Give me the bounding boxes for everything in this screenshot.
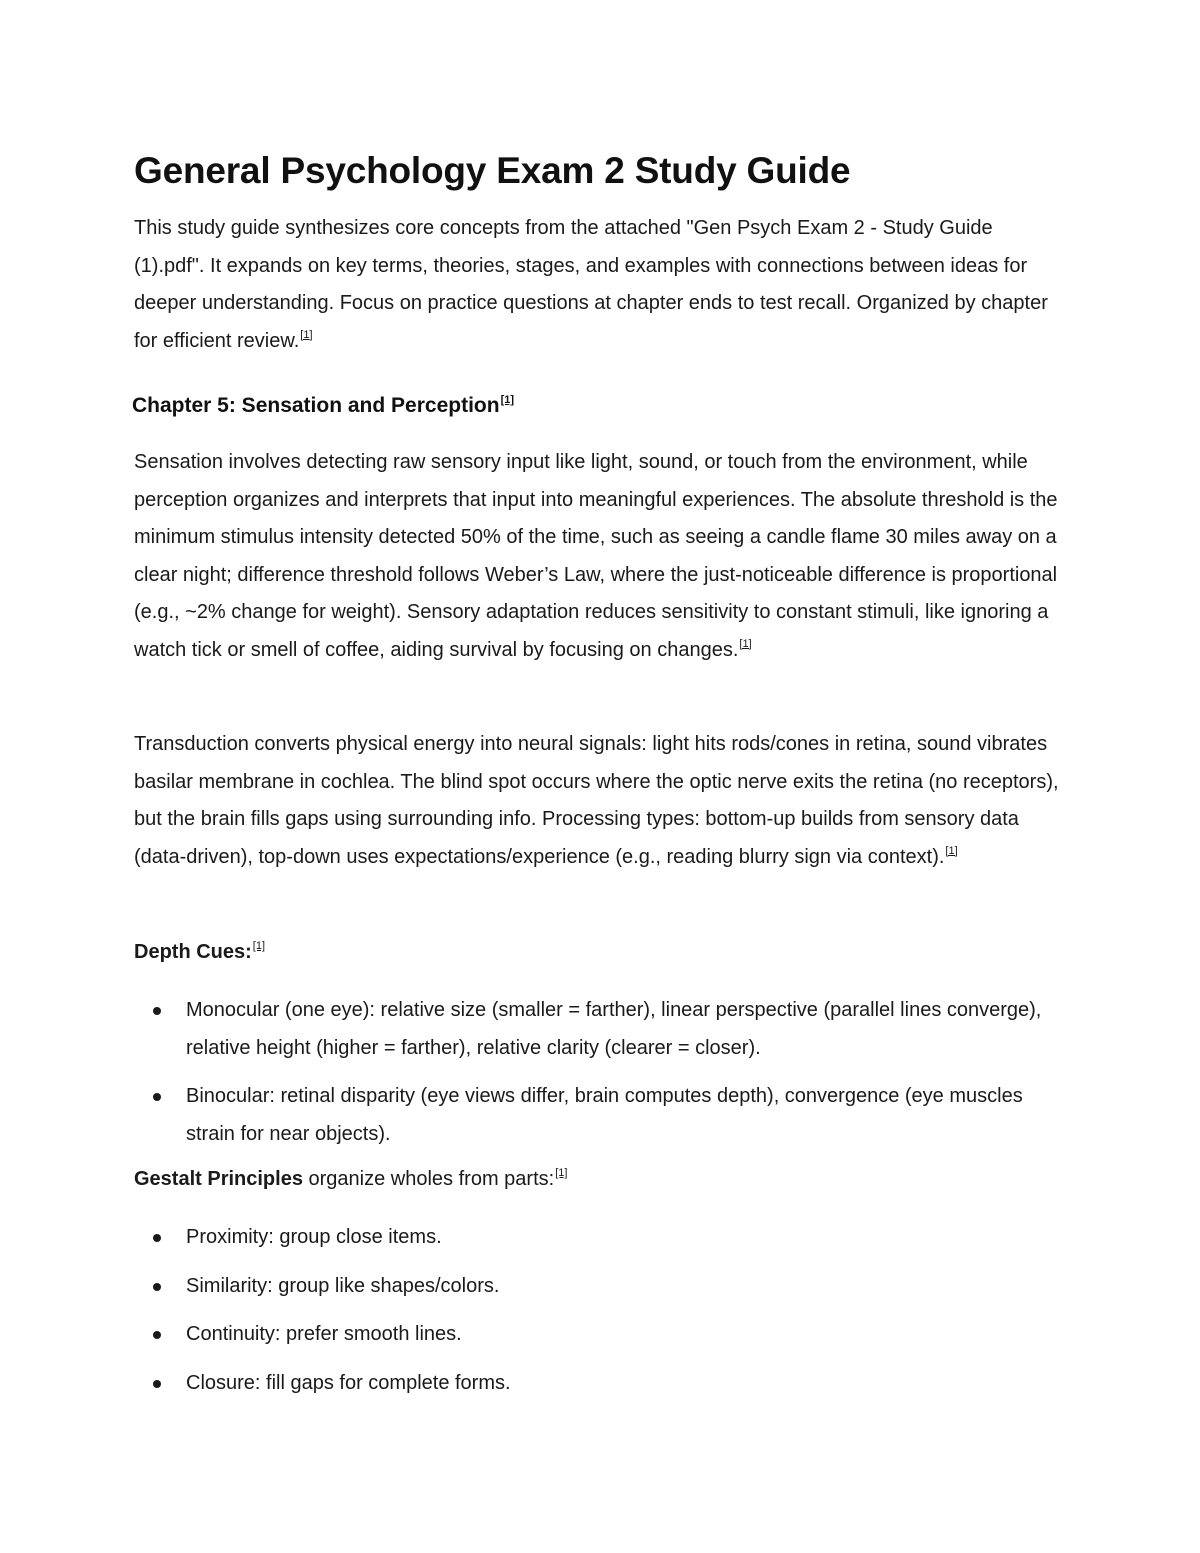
page-title: General Psychology Exam 2 Study Guide (134, 150, 851, 191)
citation-link[interactable]: [1] (252, 940, 266, 952)
bullet-icon (153, 1007, 161, 1015)
list-item (134, 1365, 1064, 1403)
list-item-text: Proximity: group close items. (186, 1226, 442, 1248)
list-item-text: Closure: fill gaps for complete forms. (186, 1371, 511, 1394)
transduction-text: Transduction converts physical energy into neural signals: light hits rods/cones in retina, sound vibrates basilar membrane in cochlea. The blind spot occurs where the optic nerve exits the retina (no receptors), but the brain fills gaps using surrounding info. Processing types: bottom-up builds from sensory data (data-driven), top-down uses expectations/experience (e.g., reading blurry sign via context). (134, 733, 1059, 868)
citation-link[interactable]: [1] (945, 844, 958, 857)
depth-cues-label-text: Depth Cues: (134, 941, 252, 963)
depth-cues-label (134, 934, 265, 972)
sensation-paragraph (134, 444, 1064, 669)
citation-link[interactable]: [1] (555, 1167, 568, 1179)
gestalt-label (134, 1161, 567, 1199)
bullet-icon (153, 1380, 161, 1388)
chapter-5-heading (132, 394, 514, 418)
gestalt-label-bold: Gestalt Principles (134, 1168, 303, 1190)
list-item (134, 1078, 1064, 1153)
sensation-text: Sensation involves detecting raw sensory input like light, sound, or touch from the environment, while perception organizes and interprets that input into meaningful experiences. The absolute threshold is the minimum stimulus intensity detected 50% of the time, such as seeing a candle flame 30 miles away on a clear night; difference threshold follows Weber’s Law, where the just-noticeable difference is proportional (e.g., ~2% change for weight). Sensory adaptation reduces sensitivity to constant stimuli, like ignoring a watch tick or smell of coffee, aiding survival by focusing on changes. (134, 451, 1058, 661)
chapter-5-heading-text: Chapter 5: Sensation and Perception (132, 394, 500, 417)
bullet-icon (153, 1093, 161, 1101)
bullet-icon (153, 1283, 161, 1291)
list-item (134, 1316, 1064, 1354)
transduction-paragraph (134, 726, 1064, 876)
list-item (134, 992, 1064, 1067)
citation-link[interactable]: [1] (300, 328, 313, 341)
bullet-icon (153, 1331, 161, 1339)
intro-text: This study guide synthesizes core concepts from the attached "Gen Psych Exam 2 - Study Guide (1).pdf". It expands on key terms, theories, stages, and examples with connections between ideas for deeper understanding. Focus on practice questions at chapter ends to test recall. Organized by chapter for efficient review. (134, 217, 1048, 352)
citation-link[interactable]: [1] (500, 394, 515, 406)
list-item-text: Continuity: prefer smooth lines. (186, 1323, 462, 1345)
list-item-text: Binocular: retinal disparity (eye views differ, brain computes depth), convergence (eye muscles strain for near objects). (186, 1085, 1023, 1145)
list-item-text: Monocular (one eye): relative size (smaller = farther), linear perspective (parallel lines converge), relative height (higher = farther), relative clarity (clearer = closer). (186, 999, 1042, 1059)
citation-link[interactable]: [1] (739, 637, 752, 650)
depth-cues-list (134, 992, 1064, 1153)
intro-paragraph (134, 210, 1064, 360)
list-item (134, 1268, 1064, 1306)
gestalt-list (134, 1219, 1064, 1402)
list-item (134, 1219, 1064, 1257)
list-item-text: Similarity: group like shapes/colors. (186, 1274, 500, 1297)
gestalt-label-text: organize wholes from parts: (302, 1168, 555, 1190)
bullet-icon (153, 1234, 161, 1242)
